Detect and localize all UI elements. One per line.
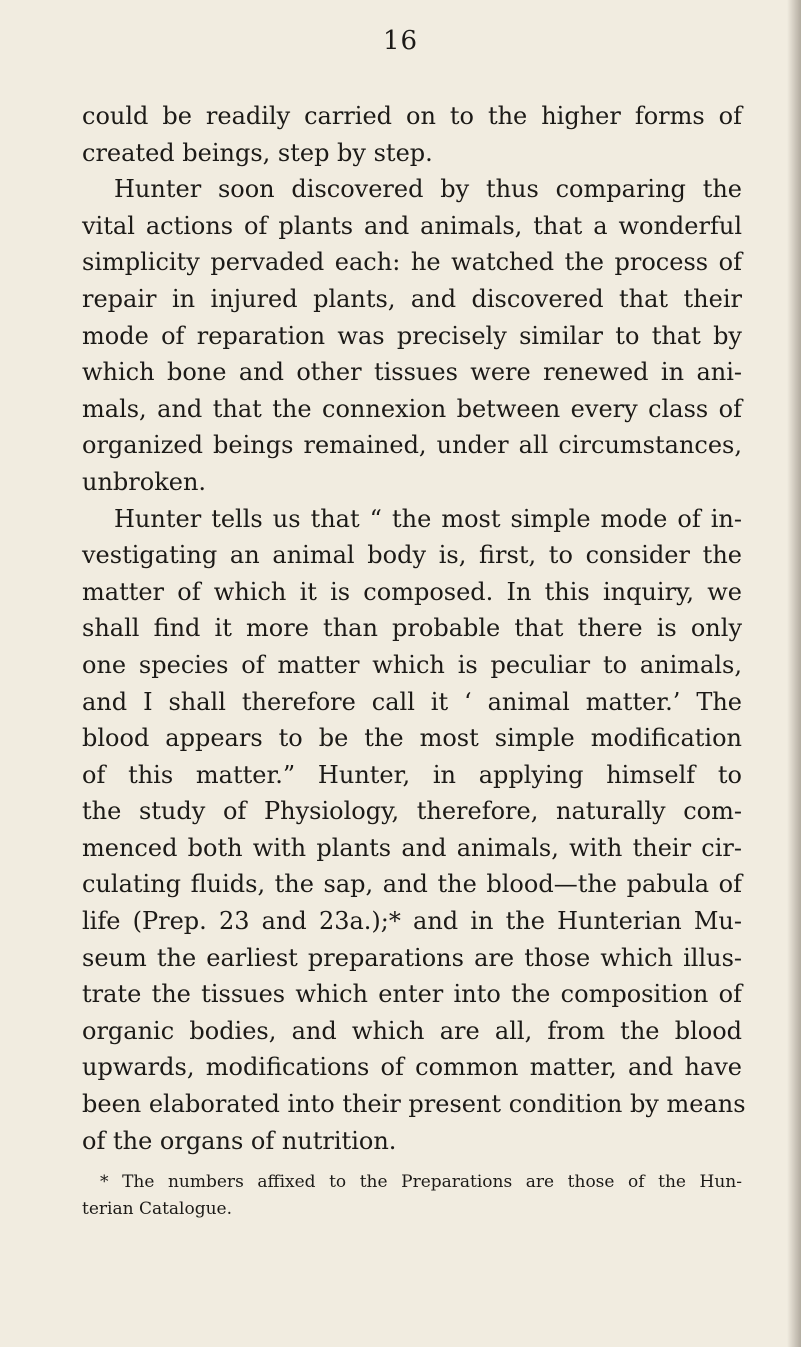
text-line: the study of Physiology, therefore, naturally com-	[82, 797, 742, 826]
text-line: organic bodies, and which are all, from the blood	[82, 1016, 742, 1045]
text-line: organized beings remained, under all circumstances,	[82, 431, 742, 460]
text-line: and I shall therefore call it ‘ animal matter.’ The	[82, 687, 742, 716]
text-line: vestigating an animal body is, first, to consider the	[82, 541, 742, 570]
text-line: one species of matter which is peculiar to animals,	[82, 650, 742, 679]
text-line: matter of which it is composed. In this inquiry, we	[82, 577, 742, 606]
text-line: life (Prep. 23 and 23a.);* and in the Hunterian Mu-	[82, 907, 742, 936]
text-line: trate the tissues which enter into the composition of	[82, 980, 742, 1009]
text-line: unbroken.	[82, 467, 207, 496]
text-line: shall find it more than probable that there is only	[82, 614, 742, 643]
text-line: mode of reparation was precisely similar to that by	[82, 321, 742, 350]
text-line: been elaborated into their present condition by means	[82, 1090, 746, 1119]
text-line: seum the earliest preparations are those which illus-	[82, 943, 742, 972]
text-line: could be readily carried on to the higher forms of	[82, 102, 742, 130]
paragraph-1	[82, 98, 742, 171]
text-line: of the organs of nutrition.	[82, 1126, 397, 1155]
text-line: vital actions of plants and animals, that a wonderful	[82, 211, 742, 240]
text-line: menced both with plants and animals, with their cir-	[82, 833, 742, 862]
text-line: Hunter tells us that “ the most simple mode of in-	[114, 504, 742, 533]
footnote-line: terian Catalogue.	[82, 1199, 233, 1220]
paragraph-2	[82, 171, 742, 500]
text-line: created beings, step by step.	[82, 138, 433, 167]
page-number: 16	[382, 26, 419, 56]
text-line: repair in injured plants, and discovered that their	[82, 284, 742, 313]
text-line: upwards, modifications of common matter, and have	[82, 1053, 742, 1082]
page-edge-shadow	[787, 0, 801, 1347]
page-body	[82, 98, 746, 1223]
text-line: Hunter soon discovered by thus comparing the	[114, 175, 742, 204]
text-line: blood appears to be the most simple modification	[82, 724, 742, 753]
text-line: of this matter.” Hunter, in applying himself to	[82, 760, 742, 789]
text-line: mals, and that the connexion between every class of	[82, 394, 742, 423]
footnote	[82, 1169, 742, 1223]
footnote-line: * The numbers affixed to the Preparations are those of the Hun-	[100, 1172, 742, 1193]
text-line: culating fluids, the sap, and the blood—the pabula of	[82, 870, 742, 899]
paragraph-3	[82, 501, 746, 1160]
text-line: which bone and other tissues were renewed in ani-	[82, 358, 742, 387]
text-line: simplicity pervaded each: he watched the process of	[82, 248, 742, 277]
